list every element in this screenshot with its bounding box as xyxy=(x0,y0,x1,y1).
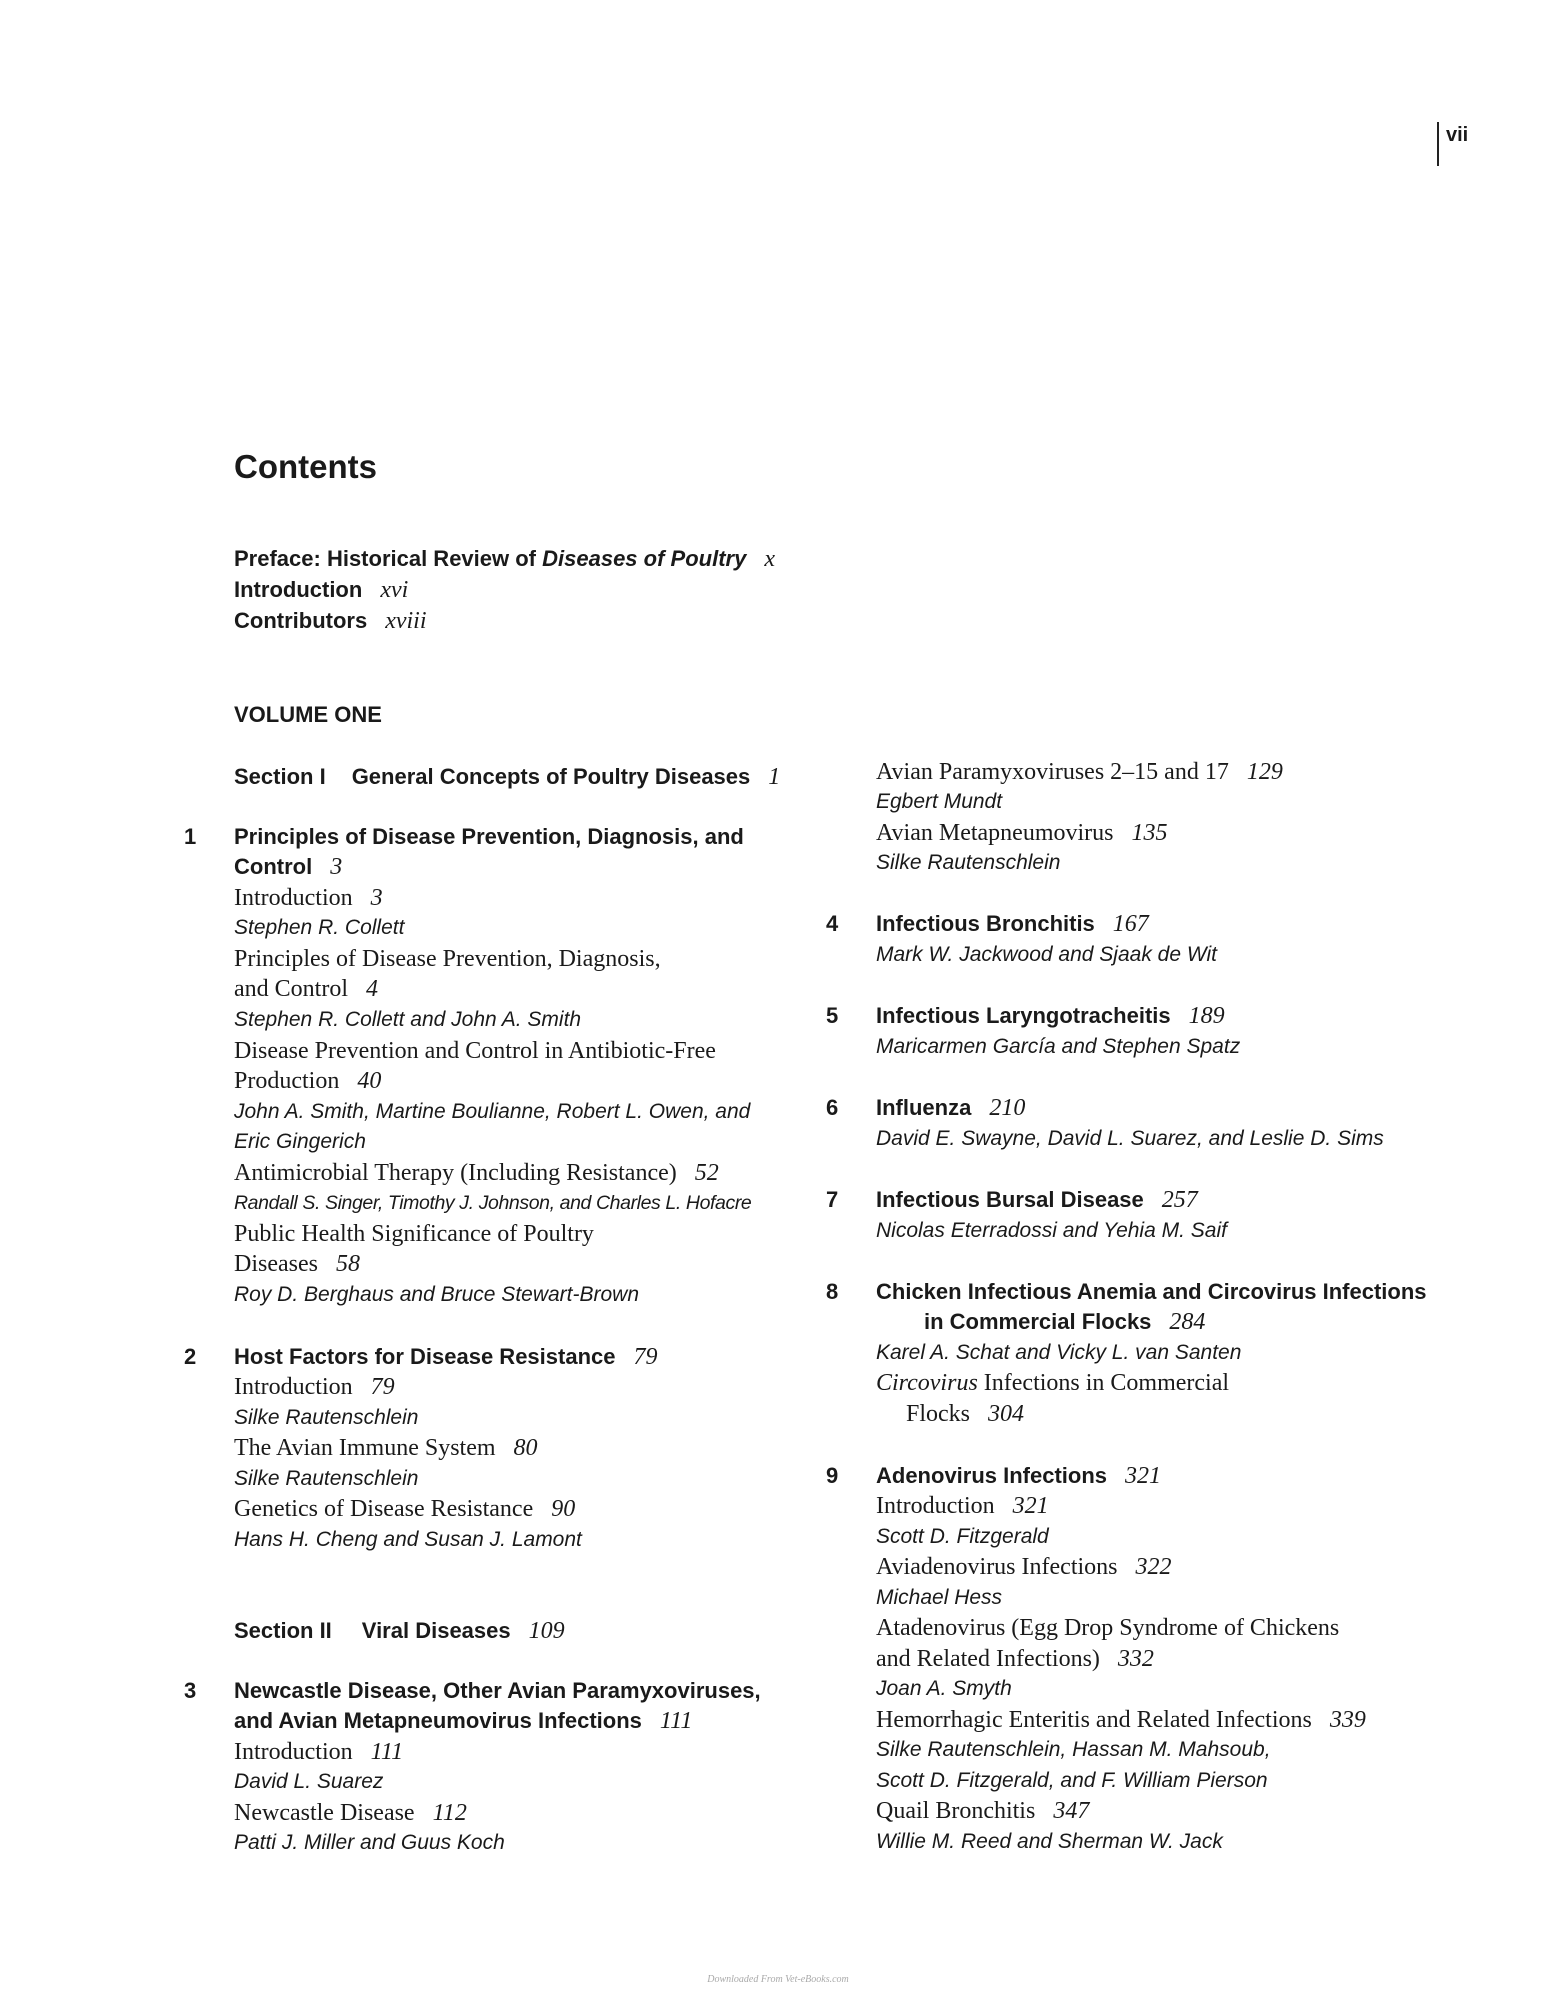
front-matter-introduction[interactable]: Introduction xvi xyxy=(234,577,409,603)
chapter-number: 8 xyxy=(826,1279,839,1304)
chapter-9-title[interactable]: Adenovirus Infections 321 xyxy=(876,1463,1162,1489)
author-line: Randall S. Singer, Timothy J. Johnson, and Charles L. Hofacre xyxy=(234,1192,752,1214)
topic-entry[interactable]: Principles of Disease Prevention, Diagnosis, xyxy=(234,946,661,972)
chapter-number: 4 xyxy=(826,911,839,936)
topic-entry[interactable]: Production 40 xyxy=(234,1068,382,1094)
topic-entry[interactable]: Atadenovirus (Egg Drop Syndrome of Chickens xyxy=(876,1615,1340,1641)
topic-entry[interactable]: and Related Infections) 332 xyxy=(876,1646,1154,1672)
author-line: David E. Swayne, David L. Suarez, and Leslie D. Sims xyxy=(876,1127,1384,1150)
chapter-number: 5 xyxy=(826,1003,839,1028)
topic-entry[interactable]: Aviadenovirus Infections 322 xyxy=(876,1554,1172,1580)
author-line: Stephen R. Collett and John A. Smith xyxy=(234,1008,582,1031)
author-line: Nicolas Eterradossi and Yehia M. Saif xyxy=(876,1219,1227,1242)
chapter-3-title[interactable]: Newcastle Disease, Other Avian Paramyxoviruses, xyxy=(234,1678,761,1703)
chapter-6-title[interactable]: Influenza 210 xyxy=(876,1095,1026,1121)
front-matter-contributors[interactable]: Contributors xviii xyxy=(234,608,427,634)
chapter-1-title[interactable]: Principles of Disease Prevention, Diagnosis, and xyxy=(234,824,744,849)
chapter-3-title[interactable]: and Avian Metapneumovirus Infections 111 xyxy=(234,1708,693,1734)
author-line: David L. Suarez xyxy=(234,1770,384,1793)
topic-entry[interactable]: and Control 4 xyxy=(234,976,378,1002)
section-1-heading[interactable]: Section I General Concepts of Poultry Diseases 1 xyxy=(234,764,781,790)
topic-entry[interactable]: Introduction 321 xyxy=(876,1493,1049,1519)
page-title: Contents xyxy=(234,448,377,485)
topic-entry[interactable]: Newcastle Disease 112 xyxy=(234,1800,467,1826)
chapter-number: 3 xyxy=(184,1678,197,1703)
author-line: Egbert Mundt xyxy=(876,790,1003,813)
author-line: Mark W. Jackwood and Sjaak de Wit xyxy=(876,943,1217,966)
topic-entry[interactable]: Flocks 304 xyxy=(906,1401,1025,1427)
section-2-heading[interactable]: Section II Viral Diseases 109 xyxy=(234,1618,565,1644)
author-line: Willie M. Reed and Sherman W. Jack xyxy=(876,1830,1223,1853)
chapter-7-title[interactable]: Infectious Bursal Disease 257 xyxy=(876,1187,1198,1213)
chapter-5-title[interactable]: Infectious Laryngotracheitis 189 xyxy=(876,1003,1225,1029)
download-watermark: Downloaded From Vet-eBooks.com xyxy=(707,1974,849,1985)
chapter-number: 7 xyxy=(826,1187,839,1212)
topic-entry[interactable]: Genetics of Disease Resistance 90 xyxy=(234,1496,576,1522)
chapter-number: 9 xyxy=(826,1463,839,1488)
chapter-4-title[interactable]: Infectious Bronchitis 167 xyxy=(876,911,1149,937)
topic-entry[interactable]: The Avian Immune System 80 xyxy=(234,1435,538,1461)
topic-entry[interactable]: Circovirus Infections in Commercial xyxy=(876,1370,1230,1396)
author-line: Silke Rautenschlein xyxy=(234,1467,419,1490)
front-matter xyxy=(234,546,775,639)
topic-entry[interactable]: Public Health Significance of Poultry xyxy=(234,1221,594,1247)
author-line: Scott D. Fitzgerald xyxy=(876,1525,1049,1548)
topic-entry[interactable]: Hemorrhagic Enteritis and Related Infections 339 xyxy=(876,1707,1366,1733)
author-line: Roy D. Berghaus and Bruce Stewart-Brown xyxy=(234,1283,640,1306)
topic-entry[interactable]: Antimicrobial Therapy (Including Resistance) 52 xyxy=(234,1160,719,1186)
chapter-number: 6 xyxy=(826,1095,839,1120)
topic-entry[interactable]: Introduction 111 xyxy=(234,1739,404,1765)
chapter-number: 2 xyxy=(184,1344,197,1369)
author-line: Hans H. Cheng and Susan J. Lamont xyxy=(234,1528,582,1551)
author-line: Joan A. Smyth xyxy=(876,1677,1012,1700)
author-line: Stephen R. Collett xyxy=(234,916,405,939)
volume-heading: VOLUME ONE xyxy=(234,702,382,727)
author-line: Maricarmen García and Stephen Spatz xyxy=(876,1035,1241,1058)
topic-entry[interactable]: Disease Prevention and Control in Antibiotic-Free xyxy=(234,1038,716,1064)
chapter-1-title[interactable]: Control 3 xyxy=(234,854,343,880)
author-line: Michael Hess xyxy=(876,1586,1003,1609)
topic-entry[interactable]: Avian Metapneumovirus 135 xyxy=(876,820,1168,846)
topic-entry[interactable]: Introduction 3 xyxy=(234,885,383,911)
author-line: Silke Rautenschlein, Hassan M. Mahsoub, xyxy=(876,1738,1271,1761)
chapter-8-title[interactable]: in Commercial Flocks 284 xyxy=(924,1309,1206,1335)
author-line: Karel A. Schat and Vicky L. van Santen xyxy=(876,1341,1242,1364)
author-line: Silke Rautenschlein xyxy=(234,1406,419,1429)
page-number-rule xyxy=(1437,122,1439,166)
topic-entry[interactable]: Introduction 79 xyxy=(234,1374,395,1400)
chapter-2-title[interactable]: Host Factors for Disease Resistance 79 xyxy=(234,1344,658,1370)
author-line: Eric Gingerich xyxy=(234,1130,366,1153)
author-line: Scott D. Fitzgerald, and F. William Pierson xyxy=(876,1769,1268,1792)
page-number: vii xyxy=(1446,124,1469,146)
author-line: Silke Rautenschlein xyxy=(876,851,1061,874)
chapter-8-title[interactable]: Chicken Infectious Anemia and Circovirus Infections xyxy=(876,1279,1427,1304)
front-matter-preface[interactable]: Preface: Historical Review of Diseases of Poultry x xyxy=(234,546,775,572)
author-line: John A. Smith, Martine Boulianne, Robert L. Owen, and xyxy=(234,1100,751,1123)
topic-entry[interactable]: Avian Paramyxoviruses 2–15 and 17 129 xyxy=(876,759,1283,785)
chapter-number: 1 xyxy=(184,824,197,849)
topic-entry[interactable]: Quail Bronchitis 347 xyxy=(876,1798,1090,1824)
author-line: Patti J. Miller and Guus Koch xyxy=(234,1831,505,1854)
topic-entry[interactable]: Diseases 58 xyxy=(234,1251,360,1277)
